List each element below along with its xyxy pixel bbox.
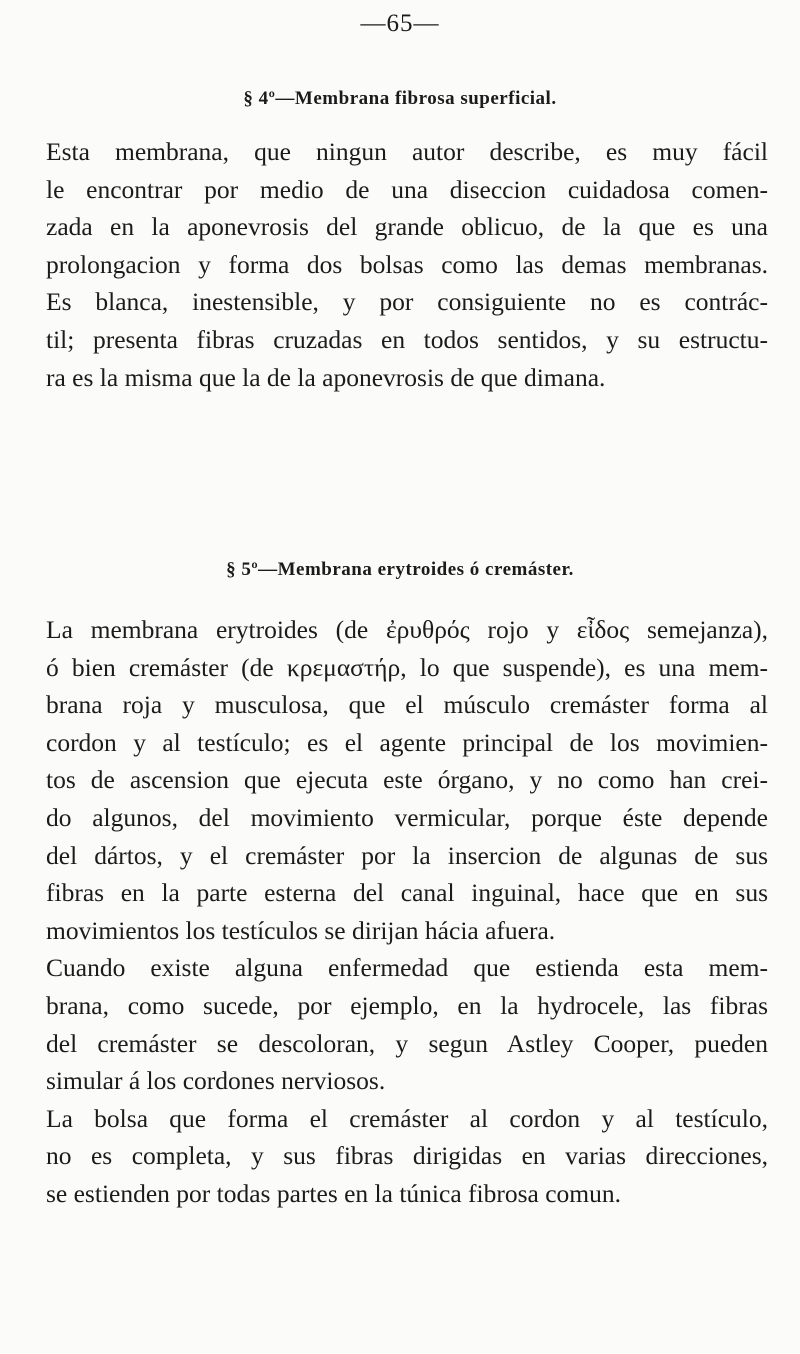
text-line: cordon y al testículo; es el agente principal de los movimien- bbox=[46, 727, 768, 757]
text-line: do algunos, del movimiento vermicular, porque éste depende bbox=[46, 802, 768, 832]
text-line: fibras en la parte esterna del canal inguinal, hace que en sus bbox=[46, 878, 768, 908]
paragraph-cremaster-membrane bbox=[44, 611, 768, 1213]
text-line: Es blanca, inestensible, y por consiguiente no es contrác- bbox=[46, 287, 768, 317]
page-number: —65— bbox=[360, 10, 440, 37]
text-line: La bolsa que forma el cremáster al cordon y al testículo, bbox=[46, 1103, 768, 1133]
text-line: simular á los cordones nerviosos. bbox=[46, 1066, 386, 1096]
text-line: Cuando existe alguna enfermedad que estienda esta mem- bbox=[46, 953, 768, 983]
text-line: se estienden por todas partes en la túnica fibrosa comun. bbox=[46, 1178, 621, 1208]
section-heading-4: § 4º—Membrana fibrosa superficial. bbox=[243, 88, 557, 109]
text-line: Esta membrana, que ningun autor describe, es muy fácil bbox=[46, 137, 768, 166]
text-line: tos de ascension que ejecuta este órgano, y no como han crei- bbox=[46, 765, 768, 795]
section-heading-5: § 5º—Membrana erytroides ó cremáster. bbox=[226, 559, 574, 580]
text-line: La membrana erytroides (de ἐρυθρός rojo y εἶδος semejanza), bbox=[46, 615, 768, 644]
text-line: le encontrar por medio de una diseccion cuidadosa comen- bbox=[46, 174, 768, 204]
text-line: brana, como sucede, por ejemplo, en la hydrocele, las fibras bbox=[46, 990, 768, 1020]
text-line: ra es la misma que la de la aponevrosis de que dimana. bbox=[46, 362, 606, 392]
text-line: prolongacion y forma dos bolsas como las demas membranas. bbox=[46, 249, 768, 279]
text-line: movimientos los testículos se dirijan hácia afuera. bbox=[46, 915, 556, 945]
paragraph-fibrous-membrane bbox=[44, 133, 768, 396]
text-line: brana roja y musculosa, que el músculo cremáster forma al bbox=[46, 690, 768, 720]
text-line: no es completa, y sus fibras dirigidas en varias direcciones, bbox=[46, 1141, 768, 1171]
text-line: til; presenta fibras cruzadas en todos sentidos, y su estructu- bbox=[46, 324, 768, 354]
text-line: del dártos, y el cremáster por la insercion de algunas de sus bbox=[46, 840, 768, 870]
text-line: ó bien cremáster (de κρεμαστήρ, lo que suspende), es una mem- bbox=[46, 652, 768, 682]
text-line: zada en la aponevrosis del grande oblicuo, de la que es una bbox=[46, 212, 768, 242]
text-line: del cremáster se descoloran, y segun Astley Cooper, pueden bbox=[46, 1028, 768, 1058]
